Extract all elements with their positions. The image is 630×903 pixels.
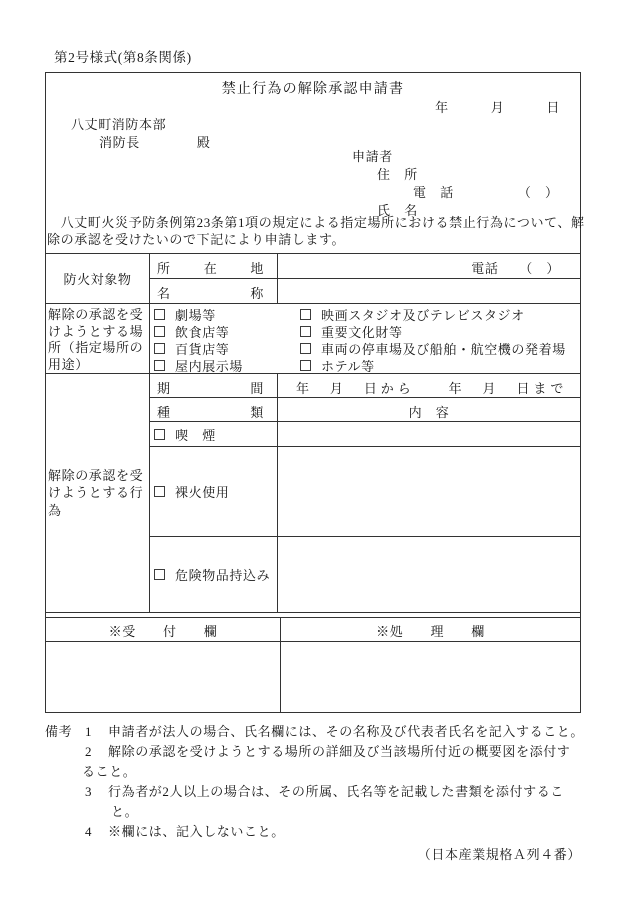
form-number-label: 第2号様式(第8条関係) [54,50,192,65]
act-option-smoking: 喫 煙 [150,422,278,447]
type-label: 種類 [150,398,278,422]
note-item [45,782,581,802]
note-number: 3 [85,784,93,799]
processing-cell [281,642,580,712]
checkbox-icon [300,326,311,337]
fire-target-header: 防火対象物 [46,254,150,304]
note-text-continuation: ること。 [82,764,137,779]
act-header: 解除の承認を受 けようとする行 為 [46,374,150,612]
addressee-honorific: 殿 [196,135,211,150]
checkbox-icon [154,309,165,320]
venue-option: 屋内展示場 [154,357,300,374]
venue-option: ホテル等 [300,357,566,374]
checkbox-icon [154,429,165,440]
paper-size-note: （日本産業規格Ａ列４番） [417,847,581,862]
note-text: ※欄には、記入しないこと。 [108,824,285,839]
phone-line [413,182,559,201]
phone-label: 電 話 [413,185,454,200]
content-label: 内 容 [278,398,580,422]
body-line: 八丈町火災予防条例第23条第1項の規定による指定場所における禁止行為について、解 [47,215,585,230]
venue-option: 劇場等 [154,306,300,323]
body-line: 除の承認を受けたいので下記により申請します。 [47,232,346,247]
venue-list-right [300,306,566,373]
addressee-title: 消防長 [99,135,140,150]
form-title: 禁止行為の解除承認申請書 [221,82,405,97]
venue-header: 解除の承認を受 けようとする場 所（指定場所の 用途） [46,304,150,374]
note-number: 2 [85,744,93,759]
note-number: 1 [85,724,93,739]
venue-option: 重要文化財等 [300,323,566,340]
venue-option: 飲食店等 [154,323,300,340]
venue-option: 百貨店等 [154,340,300,357]
act-option-open-flame: 裸火使用 [150,447,278,537]
date-line [435,97,560,116]
venue-checkbox-cell [150,304,580,374]
venue-option: 映画スタジオ及びテレビスタジオ [300,306,566,323]
processing-label: ※処 理 欄 [281,618,580,642]
receipt-label: ※受 付 欄 [46,618,281,642]
act-option-dangerous-goods: 危険物品持込み [150,537,278,612]
form-border-box [45,72,585,713]
location-phone-cell: 電話 （ ） [278,254,580,279]
note-text: 申請者が法人の場合、氏名欄には、その名称及び代表者氏名を記入すること。 [108,724,585,739]
date-year-label: 年 [435,100,449,115]
notes-label: 備考 [45,724,73,739]
note-text: 行為者が2人以上の場合は、その所属、氏名等を記載した書類を添付するこ [108,784,564,799]
name-label: 氏 名 [377,203,418,218]
receipt-table [45,617,581,713]
venue-option: 車両の停車場及び船舶・航空機の発着場 [300,340,566,357]
phone-paren: （ ） [517,185,559,200]
notes-section [45,716,585,865]
venue-list-left [154,306,300,373]
address-label: 住 所 [377,167,418,182]
addressee-line [99,132,210,151]
addressee-org: 八丈町消防本部 [71,117,167,132]
note-item [45,822,581,842]
receipt-cell [46,642,281,712]
note-item [45,722,585,742]
name-value-cell [278,279,580,304]
act-content-cell [278,537,580,612]
checkbox-icon [154,343,165,354]
application-table [45,253,581,613]
act-content-cell [278,422,580,447]
note-text-continuation: と。 [111,804,139,819]
date-month-label: 月 [490,100,505,115]
body-paragraph [47,214,585,248]
checkbox-icon [154,569,165,580]
date-day-label: 日 [546,100,560,115]
checkbox-icon [154,360,165,371]
location-label: 所在地 [150,254,278,279]
checkbox-icon [300,360,311,371]
name-row-label: 名称 [150,279,278,304]
checkbox-icon [154,486,165,497]
period-label: 期間 [150,374,278,398]
act-content-cell [278,447,580,537]
applicant-label: 申請者 [352,149,393,164]
period-value: 年 月 日から 年 月 日まで [278,374,580,398]
checkbox-icon [300,309,311,320]
checkbox-icon [154,326,165,337]
note-text: 解除の承認を受けようとする場所の詳細及び当該場所付近の概要図を添付す [108,744,571,759]
note-item [45,742,581,762]
note-number: 4 [85,824,93,839]
checkbox-icon [300,343,311,354]
